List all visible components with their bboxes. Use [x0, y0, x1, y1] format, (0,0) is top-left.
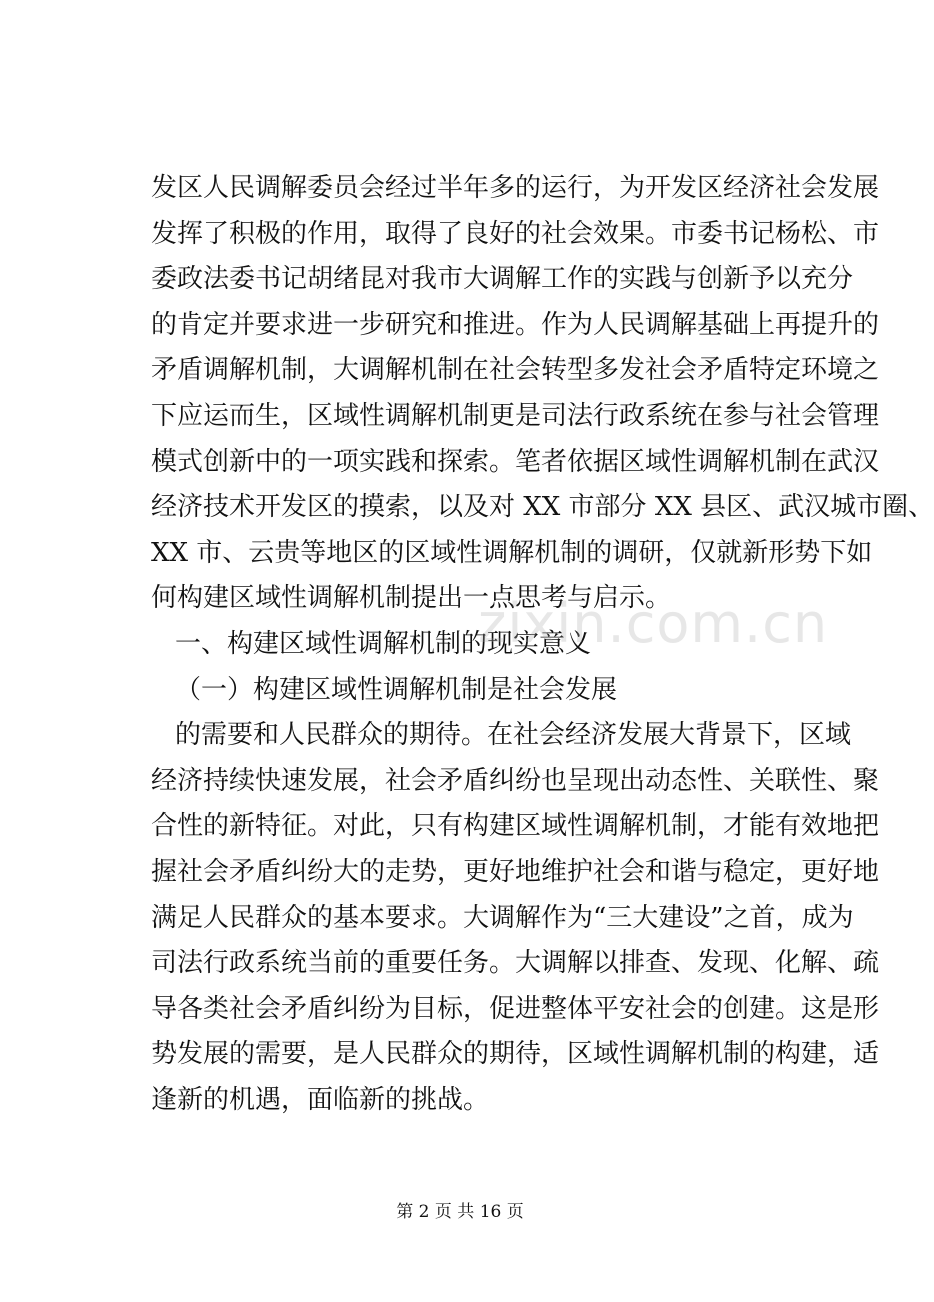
body-text-line: 司法行政系统当前的重要任务。大调解以排查、发现、化解、疏	[151, 948, 880, 979]
body-text-line: 导各类社会矛盾纠纷为目标，促进整体平安社会的创建。这是形	[151, 993, 880, 1024]
body-text-line: 委政法委书记胡绪昆对我市大调解工作的实践与创新予以充分	[151, 264, 854, 295]
body-text-line: XX 市、云贵等地区的区域性调解机制的调研，仅就新形势下如	[151, 537, 873, 568]
body-text-line: 模式创新中的一项实践和探索。笔者依据区域性调解机制在武汉	[151, 446, 880, 477]
body-text-line: 逢新的机遇，面临新的挑战。	[151, 1085, 490, 1115]
body-text-line: 发区人民调解委员会经过半年多的运行，为开发区经济社会发展	[151, 173, 880, 203]
body-text-line: 握社会矛盾纠纷大的走势，更好地维护社会和谐与稳定，更好地	[151, 857, 880, 887]
section-heading: 一、构建区域性调解机制的现实意义	[175, 629, 592, 659]
body-text-line: 合性的新特征。对此，只有构建区域性调解机制，才能有效地把	[151, 811, 880, 842]
body-text-line: 满足人民群众的基本要求。大调解作为“三大建设”之首，成为	[151, 902, 854, 933]
body-text-line: 矛盾调解机制，大调解机制在社会转型多发社会矛盾特定环境之	[151, 355, 880, 386]
body-text-line: 势发展的需要，是人民群众的期待，区域性调解机制的构建，适	[151, 1039, 880, 1070]
body-text-line: 下应运而生，区域性调解机制更是司法行政系统在参与社会管理	[151, 401, 880, 431]
subsection-heading: （一）构建区域性调解机制是社会发展	[175, 674, 618, 705]
watermark: zixin.com.cn	[478, 592, 829, 655]
body-text-line: 何构建区域性调解机制提出一点思考与启示。	[151, 583, 672, 614]
body-text-line: 的需要和人民群众的期待。在社会经济发展大背景下，区域	[175, 720, 852, 751]
body-text-line: 经济技术开发区的摸索，以及对 XX 市部分 XX 县区、武汉城市圈、	[151, 492, 934, 523]
page-number-footer: 第 2 页 共 16 页	[396, 1202, 524, 1222]
body-text-line: 发挥了积极的作用，取得了良好的社会效果。市委书记杨松、市	[151, 218, 880, 249]
body-text-line: 经济持续快速发展，社会矛盾纠纷也呈现出动态性、关联性、聚	[151, 765, 880, 796]
body-text-line: 的肯定并要求进一步研究和推进。作为人民调解基础上再提升的	[151, 309, 880, 340]
